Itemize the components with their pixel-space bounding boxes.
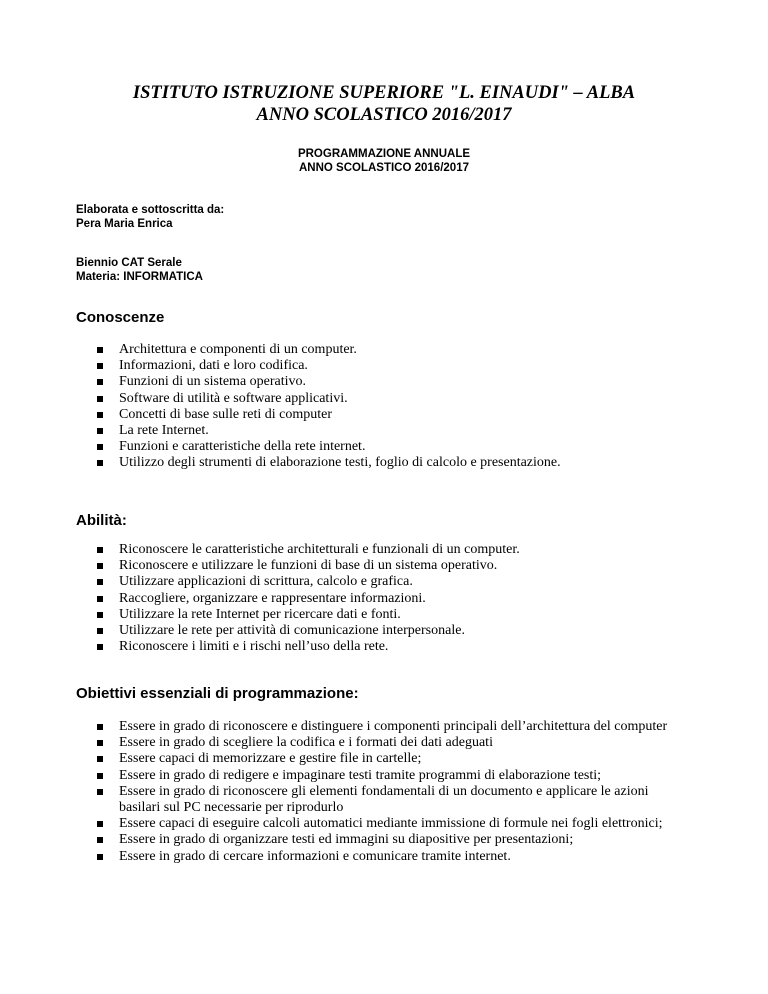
bullet-icon bbox=[97, 579, 103, 585]
bullet-icon bbox=[97, 644, 103, 650]
bullet-icon bbox=[97, 724, 103, 730]
list-item: Raccogliere, organizzare e rappresentare informazioni. bbox=[0, 591, 520, 607]
title-line-2: ANNO SCOLASTICO 2016/2017 bbox=[256, 105, 512, 125]
bullet-icon bbox=[97, 740, 103, 746]
list-item: Essere in grado di redigere e impaginare testi tramite programmi di elaborazione testi; bbox=[0, 768, 694, 784]
bullet-icon bbox=[97, 547, 103, 553]
list-item: Utilizzare le rete per attività di comunicazione interpersonale. bbox=[0, 623, 520, 639]
bullet-icon bbox=[97, 854, 103, 860]
list-item: La rete Internet. bbox=[0, 423, 561, 439]
bullet-icon bbox=[97, 596, 103, 602]
author-label: Elaborata e sottoscritta da: bbox=[76, 204, 225, 216]
list-item: Concetti di base sulle reti di computer bbox=[0, 407, 561, 423]
list-item: Funzioni e caratteristiche della rete internet. bbox=[0, 439, 561, 455]
bullet-icon bbox=[97, 756, 103, 762]
list-item: Architettura e componenti di un computer. bbox=[0, 342, 561, 358]
list-item: Utilizzare applicazioni di scrittura, calcolo e grafica. bbox=[0, 574, 520, 590]
obiettivi-list bbox=[0, 719, 694, 865]
list-item: Utilizzare la rete Internet per ricercare dati e fonti. bbox=[0, 607, 520, 623]
abilita-heading: Abilità: bbox=[76, 512, 127, 529]
bullet-icon bbox=[97, 444, 103, 450]
subtitle-line-2: ANNO SCOLASTICO 2016/2017 bbox=[298, 162, 469, 174]
author-name: Pera Maria Enrica bbox=[76, 218, 173, 230]
bullet-icon bbox=[97, 612, 103, 618]
bullet-icon bbox=[97, 396, 103, 402]
bullet-icon bbox=[97, 412, 103, 418]
list-item: Software di utilità e software applicativi. bbox=[0, 391, 561, 407]
conoscenze-heading: Conoscenze bbox=[76, 309, 165, 326]
list-item: Essere in grado di riconoscere gli elementi fondamentali di un documento e applicare le azioni basilari sul PC necessarie per riprodurlo bbox=[0, 784, 694, 816]
author-block bbox=[76, 203, 224, 231]
list-item: Essere capaci di eseguire calcoli automatici mediante immissione di formule nei fogli elettronici; bbox=[0, 816, 694, 832]
list-item: Essere in grado di riconoscere e distinguere i componenti principali dell’architettura del computer bbox=[0, 719, 694, 735]
bullet-icon bbox=[97, 628, 103, 634]
bullet-icon bbox=[97, 347, 103, 353]
course-subject: Materia: INFORMATICA bbox=[76, 271, 203, 283]
bullet-icon bbox=[97, 379, 103, 385]
bullet-icon bbox=[97, 363, 103, 369]
bullet-icon bbox=[97, 563, 103, 569]
obiettivi-heading: Obiettivi essenziali di programmazione: bbox=[76, 685, 359, 702]
document-subtitle bbox=[0, 147, 768, 175]
abilita-list bbox=[0, 542, 520, 655]
bullet-icon bbox=[97, 460, 103, 466]
list-item: Informazioni, dati e loro codifica. bbox=[0, 358, 561, 374]
list-item: Riconoscere le caratteristiche architetturali e funzionali di un computer. bbox=[0, 542, 520, 558]
bullet-icon bbox=[97, 837, 103, 843]
list-item: Essere in grado di organizzare testi ed immagini su diapositive per presentazioni; bbox=[0, 832, 694, 848]
course-class: Biennio CAT Serale bbox=[76, 257, 182, 269]
subtitle-line-1: PROGRAMMAZIONE ANNUALE bbox=[297, 148, 471, 160]
list-item: Riconoscere e utilizzare le funzioni di base di un sistema operativo. bbox=[0, 558, 520, 574]
list-item: Funzioni di un sistema operativo. bbox=[0, 374, 561, 390]
bullet-icon bbox=[97, 789, 103, 795]
list-item: Essere capaci di memorizzare e gestire file in cartelle; bbox=[0, 751, 694, 767]
course-block bbox=[76, 256, 203, 284]
bullet-icon bbox=[97, 821, 103, 827]
list-item: Utilizzo degli strumenti di elaborazione testi, foglio di calcolo e presentazione. bbox=[0, 455, 561, 471]
title-line-1: ISTITUTO ISTRUZIONE SUPERIORE "L. EINAUDI" – ALBA bbox=[132, 83, 636, 103]
list-item: Essere in grado di cercare informazioni e comunicare tramite internet. bbox=[0, 849, 694, 865]
bullet-icon bbox=[97, 428, 103, 434]
conoscenze-list bbox=[0, 342, 561, 472]
list-item: Riconoscere i limiti e i rischi nell’uso della rete. bbox=[0, 639, 520, 655]
bullet-icon bbox=[97, 773, 103, 779]
document-title bbox=[0, 82, 768, 126]
list-item: Essere in grado di scegliere la codifica e i formati dei dati adeguati bbox=[0, 735, 694, 751]
